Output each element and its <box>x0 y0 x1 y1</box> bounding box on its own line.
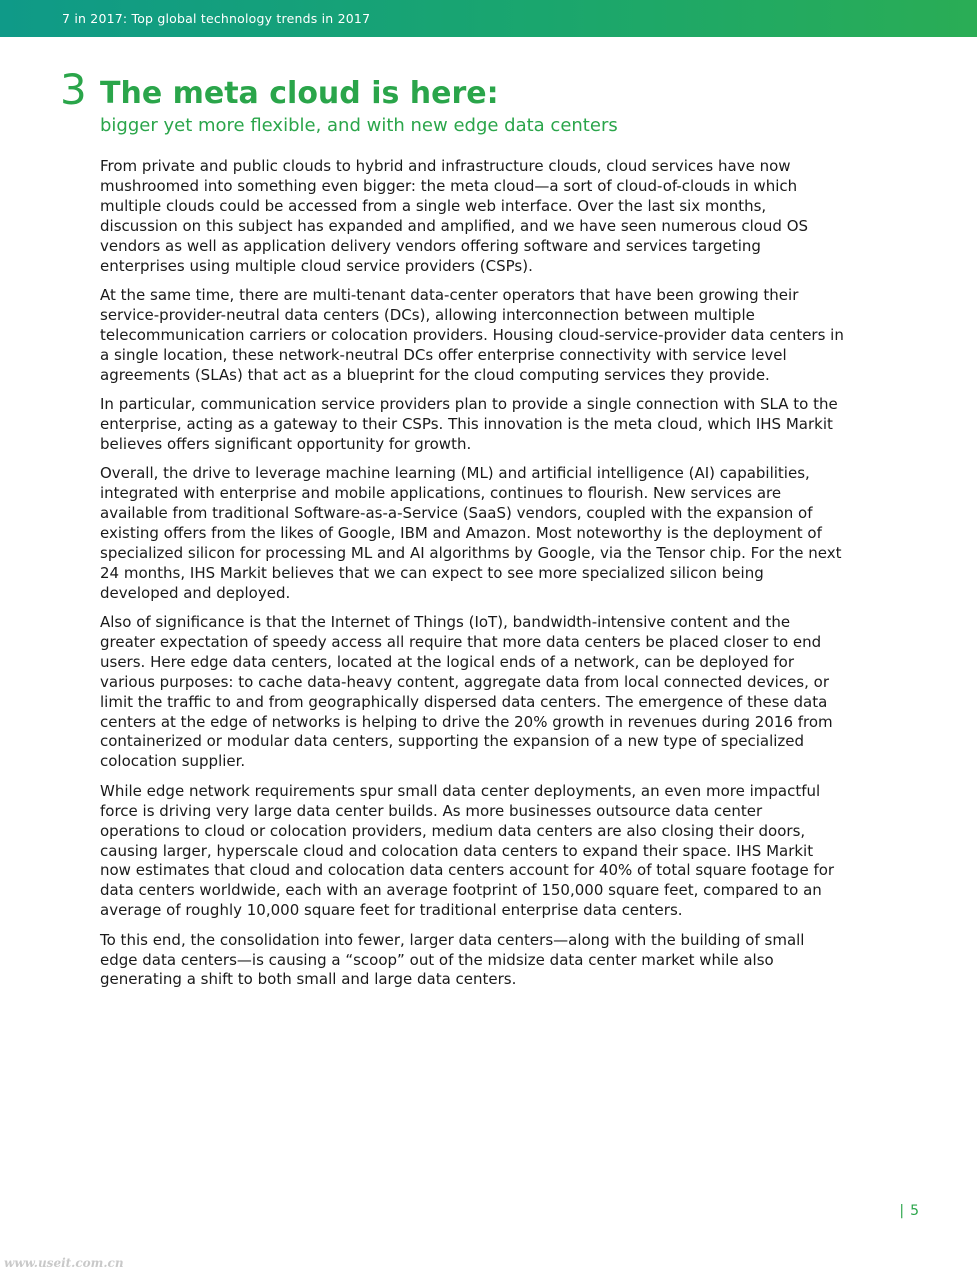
paragraph: In particular, communication service providers plan to provide a single connection with SLA to the enterprise, acting as a gateway to their CSPs. This innovation is the meta cloud, which IHS Markit believes offers significant opportunity for growth. <box>100 394 838 453</box>
paragraph: Also of significance is that the Internet of Things (IoT), bandwidth-intensive content and the greater expectation of speedy access all require that more data centers be placed closer to end users. Here edge data centers, located at the logical ends of a network, can be deployed for various purposes: to cache data-heavy content, aggregate data from local connected devices, or limit the traffic to and from geographically dispersed data centers. The emergence of these data centers at the edge of networks is helping to drive the 20% growth in revenues during 2016 from containerized or modular data centers, supporting the expansion of a new type of specialized colocation supplier. <box>100 613 833 771</box>
paragraph: While edge network requirements spur small data center deployments, an even more impactful force is driving very large data center builds. As more businesses outsource data center operations to cloud or colocation providers, medium data centers are also closing their doors, causing larger, hyperscale cloud and colocation data centers to expand their space. IHS Markit now estimates that cloud and colocation data centers account for 40% of total square footage for data centers worldwide, each with an average footprint of 150,000 square feet, compared to an average of roughly 10,000 square feet for traditional enterprise data centers. <box>100 781 835 920</box>
paragraph: To this end, the consolidation into fewer, larger data centers—along with the building of small edge data centers—is causing a “scoop” out of the midsize data center market while also generating a shift to both small and large data centers. <box>100 930 805 989</box>
page-separator: | <box>899 1203 905 1219</box>
header-bar <box>0 0 977 37</box>
paragraph: From private and public clouds to hybrid and infrastructure clouds, cloud services have now mushroomed into something even bigger: the meta cloud—a sort of cloud-of-clouds in which multiple clouds could be accessed from a single web interface. Over the last six months, discussion on this subject has expanded and amplified, and we have seen numerous cloud OS vendors as well as application delivery vendors offering software and services targeting enterprises using multiple cloud service providers (CSPs). <box>100 157 809 275</box>
paragraph: Overall, the drive to leverage machine learning (ML) and artificial intelligence (AI) capabilities, integrated with enterprise and mobile applications, continues to flourish. New services are available from traditional Software-as-a-Service (SaaS) vendors, coupled with the expansion of existing offers from the likes of Google, IBM and Amazon. Most noteworthy is the deployment of specialized silicon for processing ML and AI algorithms by Google, via the Tensor chip. For the next 24 months, IHS Markit believes that we can expect to see more specialized silicon being developed and deployed. <box>100 464 842 602</box>
paragraph: At the same time, there are multi-tenant data-center operators that have been growing their service-provider-neutral data centers (DCs), allowing interconnection between multiple telecommunication carriers or colocation providers. Housing cloud-service-provider data centers in a single location, these network-neutral DCs offer enterprise connectivity with service level agreements (SLAs) that act as a blueprint for the cloud computing services they provide. <box>100 285 844 384</box>
page-number-value: 5 <box>910 1203 919 1219</box>
section-title: The meta cloud is here: <box>100 76 499 111</box>
section-number: 3 <box>60 65 87 114</box>
watermark: www.useit.com.cn <box>4 1256 124 1270</box>
page-number <box>899 1203 919 1219</box>
section-subtitle: bigger yet more flexible, and with new edge data centers <box>100 115 618 136</box>
running-title: 7 in 2017: Top global technology trends in 2017 <box>62 11 371 26</box>
body-text <box>100 157 845 1000</box>
